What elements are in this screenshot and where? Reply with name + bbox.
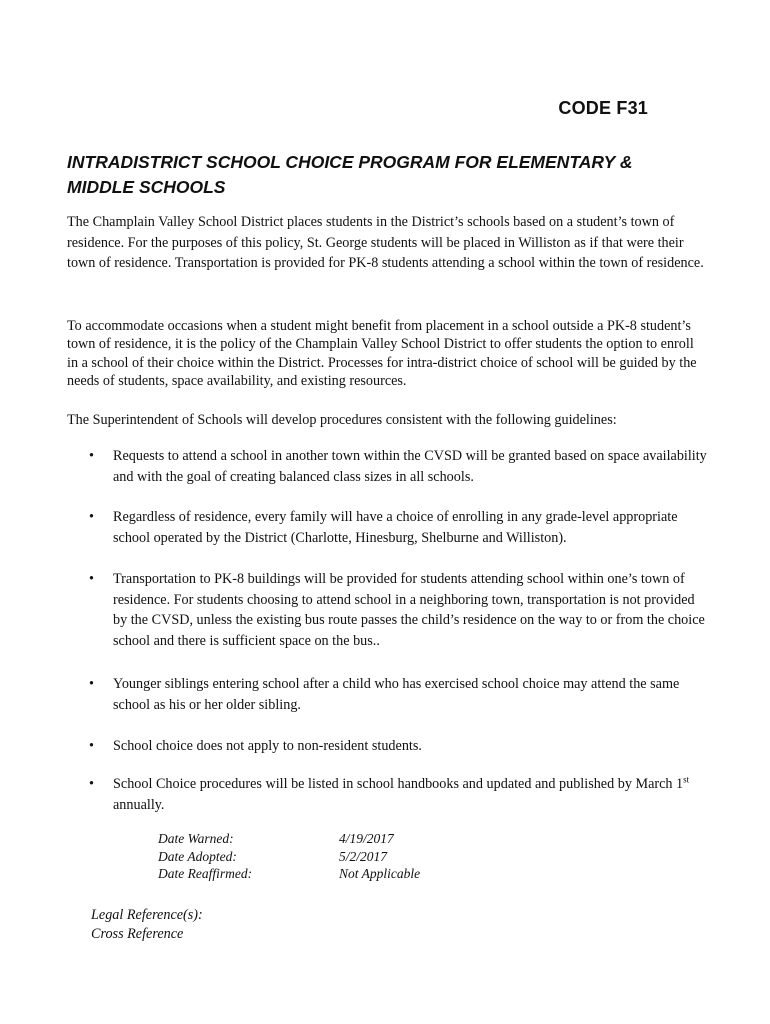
date-label: Date Reaffirmed: — [158, 866, 253, 881]
date-value: 5/2/2017 — [339, 848, 388, 864]
date-row-adopted — [158, 848, 478, 866]
date-label: Date Warned: — [158, 831, 234, 846]
date-row-reaffirmed — [158, 865, 478, 883]
policy-dates — [158, 830, 478, 883]
cross-reference-label: Cross Reference — [91, 925, 184, 942]
bullet-icon: • — [89, 776, 94, 792]
guideline-suffix: annually. — [113, 796, 165, 813]
bullet-icon: • — [89, 448, 94, 464]
date-row-warned — [158, 830, 478, 848]
guideline-text — [113, 774, 707, 815]
date-value: Not Applicable — [339, 866, 421, 881]
guidelines-intro: The Superintendent of Schools will develop procedures consistent with the following guidelines: — [67, 412, 617, 428]
references — [91, 906, 203, 943]
guideline-text: Transportation to PK-8 buildings will be provided for students attending school within one’s town of residence. For students choosing to attend school in a neighboring town, transportation is not provided by the CVSD, unless the existing bus route passes the child’s residence on the way to or from the choice school and there is sufficient space on the bus.. — [113, 571, 705, 649]
bullet-icon: • — [89, 676, 94, 692]
intro-paragraph: The Champlain Valley School District places students in the District’s schools based on a student’s town of residence. For the purposes of this policy, St. George students will be placed in Williston as if that were their town of residence. Transportation is provided for PK-8 students attending a school within the town of residence. — [67, 214, 704, 272]
date-label: Date Adopted: — [158, 848, 237, 864]
bullet-icon: • — [89, 509, 94, 525]
ordinal-superscript: st — [683, 774, 690, 785]
date-value: 4/19/2017 — [339, 831, 394, 846]
policy-code: CODE F31 — [558, 98, 648, 118]
legal-reference-label: Legal Reference(s): — [91, 907, 203, 923]
bullet-icon: • — [89, 571, 94, 587]
guideline-text: School choice does not apply to non-resident students. — [113, 738, 422, 754]
policy-paragraph: To accommodate occasions when a student might benefit from placement in a school outside a PK-8 student’s town of residence, it is the policy of the Champlain Valley School District to offer students the option to enroll in a school of their choice within the District. Processes for intra-district choice of school will be guided by the needs of students, space availability, and existing resources. — [67, 318, 697, 390]
policy-title: INTRADISTRICT SCHOOL CHOICE PROGRAM FOR ELEMENTARY & MIDDLE SCHOOLS — [67, 152, 633, 197]
guideline-text: Younger siblings entering school after a child who has exercised school choice may attend the same school as his or her older sibling. — [113, 676, 680, 713]
guideline-text: Requests to attend a school in another town within the CVSD will be granted based on space availability and with the goal of creating balanced class sizes in all schools. — [113, 448, 707, 485]
guideline-main-text: School Choice procedures will be listed in school handbooks and updated and published by March 1 — [113, 776, 684, 792]
bullet-icon: • — [89, 738, 94, 754]
guideline-text: Regardless of residence, every family will have a choice of enrolling in any grade-level appropriate school operated by the District (Charlotte, Hinesburg, Shelburne and Williston). — [113, 509, 678, 546]
